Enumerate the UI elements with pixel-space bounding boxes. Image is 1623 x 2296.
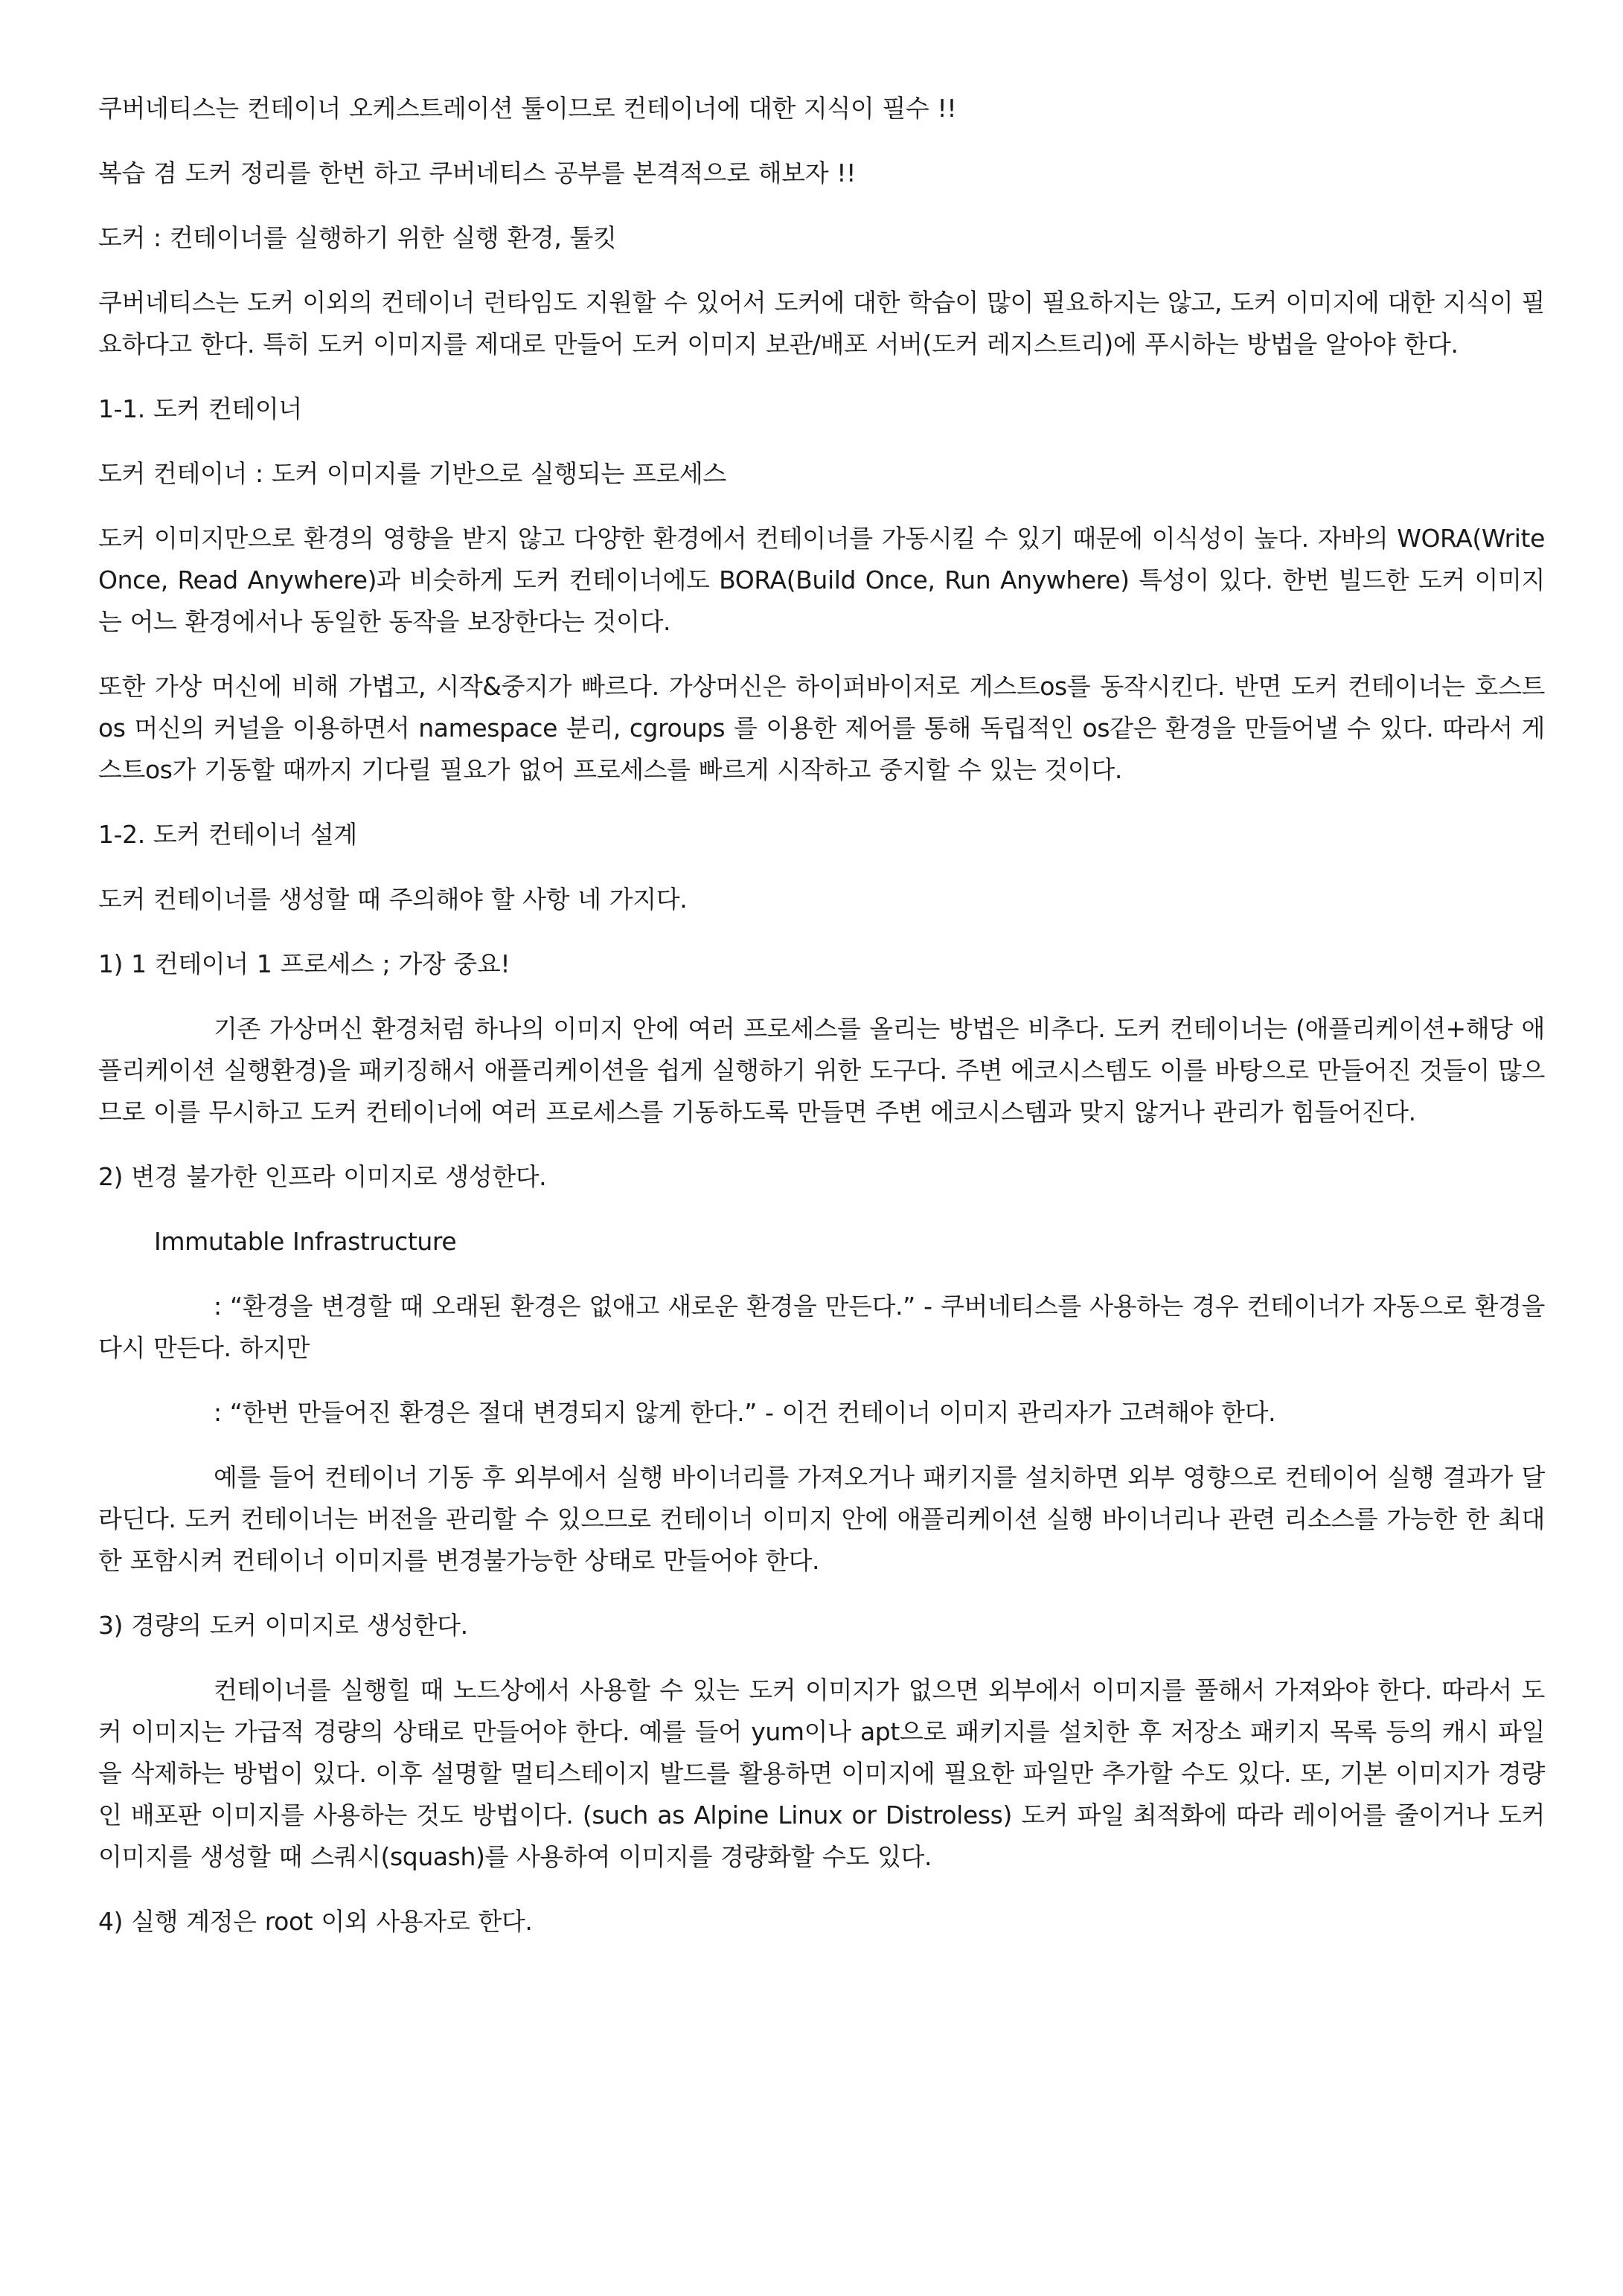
- intro-line-2: 복습 겸 도커 정리를 한번 하고 쿠버네티스 공부를 본격적으로 해보자 !!: [98, 158, 856, 187]
- portability-paragraph: 도커 이미지만으로 환경의 영향을 받지 않고 다양한 환경에서 컨테이너를 가동시킬 수 있기 때문에 이식성이 높다. 자바의 WORA(Write Once, Read Anywhere)과 비슷하게 도커 컨테이너에도 BORA(Build Once, Run Anywhere) 특성이 있다. 한번 빌드한 도커 이미지는 어느 환경에서나 동일한 동작을 보장한다는 것이다.: [98, 524, 1545, 636]
- design-intro: 도커 컨테이너를 생성할 때 주의해야 할 사항 네 가지다.: [98, 885, 688, 914]
- immutable-infrastructure-label: Immutable Infrastructure: [154, 1227, 457, 1256]
- section-heading-1-2: 1-2. 도커 컨테이너 설계: [98, 820, 357, 849]
- immutable-quote-1: : “환경을 변경할 때 오래된 환경은 없애고 새로운 환경을 만든다.” - 쿠버네티스를 사용하는 경우 컨테이너가 자동으로 환경을 다시 만든다. 하지만: [98, 1292, 1545, 1362]
- rule-4-heading: 4) 실행 계정은 root 이외 사용자로 한다.: [98, 1907, 533, 1936]
- rule-1-heading: 1) 1 컨테이너 1 프로세스 ; 가장 중요!: [98, 949, 510, 978]
- intro-line-1: 쿠버네티스는 컨테이너 오케스트레이션 툴이므로 컨테이너에 대한 지식이 필수 !!: [98, 94, 957, 123]
- rule-3-body: 컨테이너를 실행힐 때 노드상에서 사용할 수 있는 도커 이미지가 없으면 외부에서 이미지를 풀해서 가져와야 한다. 따라서 도커 이미지는 가급적 경량의 상태로 만들어야 한다. 예를 들어 yum이나 apt으로 패키지를 설치한 후 저장소 패키지 목록 등의 캐시 파일을 삭제하는 방법이 있다. 이후 설명할 멀티스테이지 발드를 활용하면 이미지에 필요한 파일만 추가할 수도 있다. 또, 기본 이미지가 경량인 배포판 이미지를 사용하는 것도 방법이다. (such as Alpine Linux or Distroless) 도커 파일 최적화에 따라 레이어를 줄이거나 도커 이미지를 생성할 때 스쿼시(squash)를 사용하여 이미지를 경량화할 수도 있다.: [98, 1675, 1545, 1871]
- immutable-quote-2: : “한번 만들어진 환경은 절대 변경되지 않게 한다.” - 이건 컨테이너 이미지 관리자가 고려해야 한다.: [214, 1398, 1276, 1427]
- section-heading-1-1: 1-1. 도커 컨테이너: [98, 394, 302, 423]
- document-page: [98, 88, 1545, 1966]
- docker-definition: 도커 : 컨테이너를 실행하기 위한 실행 환경, 툴킷: [98, 223, 617, 252]
- container-definition: 도커 컨테이너 : 도커 이미지를 기반으로 실행되는 프로세스: [98, 459, 726, 488]
- rule-2-body: 예를 들어 컨테이너 기동 후 외부에서 실행 바이너리를 가져오거나 패키지를 설치하면 외부 영향으로 컨테이어 실행 결과가 달라딘다. 도커 컨테이너는 버전을 관리할 수 있으므로 컨테이너 이미지 안에 애플리케이션 실행 바이너리나 관련 리소스를 가능한 한 최대한 포함시켜 컨테이너 이미지를 변경불가능한 상태로 만들어야 한다.: [98, 1463, 1545, 1575]
- lightweight-paragraph: 또한 가상 머신에 비해 가볍고, 시작&중지가 빠르다. 가상머신은 하이퍼바이저로 게스트os를 동작시킨다. 반면 도커 컨테이너는 호스트os 머신의 커널을 이용하면서 namespace 분리, cgroups 를 이용한 제어를 통해 독립적인 os같은 환경을 만들어낼 수 있다. 따라서 게스트os가 기동할 때까지 기다릴 필요가 없어 프로세스를 빠르게 시작하고 중지할 수 있는 것이다.: [98, 672, 1545, 784]
- rule-1-body: 기존 가상머신 환경처럼 하나의 이미지 안에 여러 프로세스를 올리는 방법은 비추다. 도커 컨테이너는 (애플리케이션+해당 애플리케이션 실행환경)을 패키징해서 애플리케이션을 쉽게 실행하기 위한 도구다. 주변 에코시스템도 이를 바탕으로 만들어진 것들이 많으므로 이를 무시하고 도커 컨테이너에 여러 프로세스를 기동하도록 만들면 주변 에코시스템과 맞지 않거나 관리가 힘들어진다.: [98, 1014, 1545, 1126]
- rule-2-heading: 2) 변경 불가한 인프라 이미지로 생성한다.: [98, 1162, 547, 1191]
- kubernetes-docker-paragraph: 쿠버네티스는 도커 이외의 컨테이너 런타임도 지원할 수 있어서 도커에 대한 학습이 많이 필요하지는 않고, 도커 이미지에 대한 지식이 필요하다고 한다. 특히 도커 이미지를 제대로 만들어 도커 이미지 보관/배포 서버(도커 레지스트리)에 푸시하는 방법을 알아야 한다.: [98, 288, 1545, 359]
- rule-3-heading: 3) 경량의 도커 이미지로 생성한다.: [98, 1611, 468, 1640]
